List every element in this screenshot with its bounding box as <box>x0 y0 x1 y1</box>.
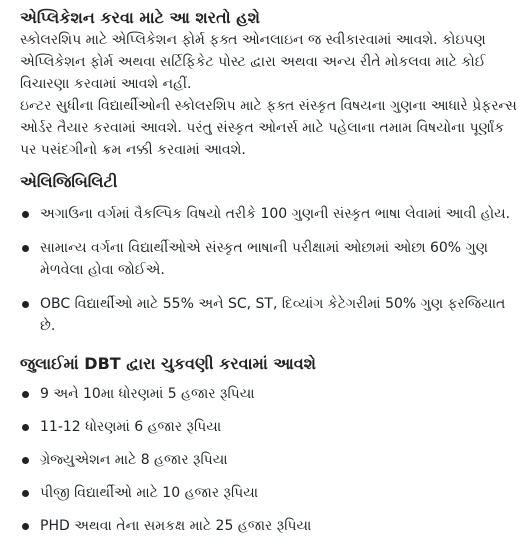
bullet-icon <box>22 301 29 308</box>
list-item <box>20 383 518 405</box>
list-item <box>20 416 518 438</box>
list-item-text: 11-12 ધોરણમાં 6 હજાર રૂપિયા <box>40 419 222 435</box>
list-item <box>20 515 518 537</box>
list-item <box>20 203 518 225</box>
bullet-icon <box>22 424 29 431</box>
list-item-text: ગ્રેજ્યુએશન માટે 8 હજાર રૂપિયા <box>40 452 228 468</box>
payment-heading: જુલાઈમાં DBT દ્વારા ચુકવણી કરવામાં આવશે <box>20 354 317 373</box>
bullet-icon <box>22 457 29 464</box>
eligibility-list <box>20 203 518 337</box>
eligibility-heading: એલિજિબિલિટી <box>20 172 118 191</box>
list-item-text: PHD અથવા તેના સમકક્ષ માટે 25 હજાર રૂપિયા <box>40 518 312 534</box>
bullet-icon <box>22 245 29 252</box>
list-item <box>20 293 518 337</box>
bullet-icon <box>22 490 29 497</box>
list-item <box>20 482 518 504</box>
list-item <box>20 449 518 471</box>
bullet-icon <box>22 523 29 530</box>
conditions-paragraph-2: ઇન્ટર સુધીના વિદ્યાર્થીઓની સ્કોલરશિપ માટે ફક્ત સંસ્કૃત વિષયના ગુણના આધારે પ્રેફરન્સ ઓર્ડર તૈયાર કરવામાં આવશે. પરંતુ સંસ્કૃત ઓનર્સ માટે પહેલાના તમામ વિષયોના પૂર્ણાંક પર પસંદગીનો ક્રમ નક્કી કરવામાં આવશે. <box>20 98 517 158</box>
list-item-text: પીજી વિદ્યાર્થીઓ માટે 10 હજાર રૂપિયા <box>40 485 259 501</box>
conditions-heading: એપ્લિકેશન કરવા માટે આ શરતો હશે <box>20 8 260 27</box>
list-item-text: 9 અને 10મા ધોરણમાં 5 હજાર રૂપિયા <box>40 386 255 402</box>
conditions-paragraph-1: સ્કોલરશિપ માટે એપ્લિકેશન ફોર્મ ફક્ત ઓનલાઇન જ સ્વીકારવામાં આવશે. કોઇપણ એપ્લિકેશન ફોર્મ અથવા સર્ટિફિકેટ પોસ્ટ દ્વારા અથવા અન્ય રીતે મોકલવા માટે કોઈ વિચારણા કરવામાં આવશે નહીં. <box>20 32 486 92</box>
list-item-text: સામાન્ય વર્ગના વિદ્યાર્થીઓએ સંસ્કૃત ભાષાની પરીક્ષામાં ઓછામાં ઓછા 60% ગુણ મેળવેલા હોવા જોઈએ. <box>40 240 488 278</box>
list-item-text: અગાઉના વર્ગમાં વૈકલ્પિક વિષયો તરીકે 100 ગુણની સંસ્કૃત ભાષા લેવામાં આવી હોય. <box>40 206 511 222</box>
payment-list <box>20 383 518 537</box>
list-item-text: OBC વિદ્યાર્થીઓ માટે 55% અને SC, ST, દિવ્યાંગ કેટેગરીમાં 50% ગુણ ફરજિયાત છે. <box>40 296 506 334</box>
bullet-icon <box>22 211 29 218</box>
list-item <box>20 237 518 281</box>
bullet-icon <box>22 391 29 398</box>
